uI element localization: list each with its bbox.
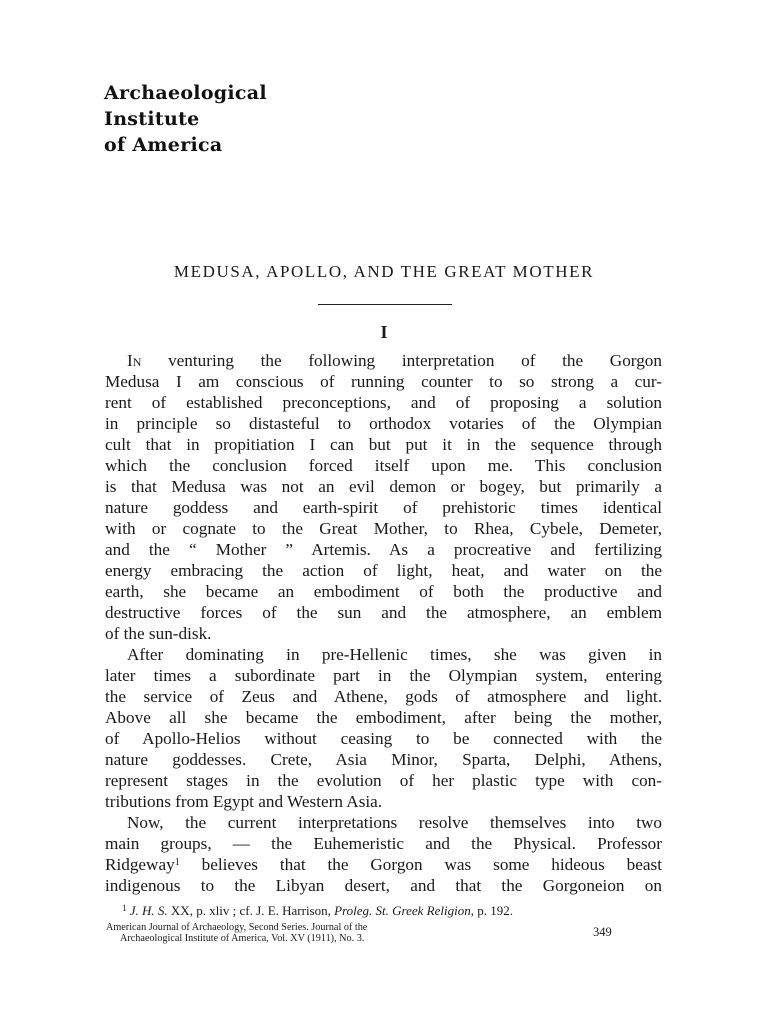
body-line: later times a subordinate part in the Olympian system, entering [105, 666, 662, 685]
body-line: Ridgeway$^1$ believes that the Gorgon was some hideous beast [105, 855, 662, 874]
page-number: 349 [593, 925, 612, 939]
institute-line-1: Archaeological [104, 82, 267, 104]
body-line: in principle so distasteful to orthodox votaries of the Olympian [105, 414, 662, 433]
body-line: rent of established preconceptions, and of proposing a solution [105, 393, 662, 412]
title-divider [318, 304, 452, 305]
footnote-number: 1 [122, 903, 127, 913]
body-line: of the sun-disk. [105, 624, 212, 643]
body-line: destructive forces of the sun and the atmosphere, an emblem [105, 603, 662, 622]
body-line: After dominating in pre-Hellenic times, she was given in [127, 645, 662, 664]
body-line: In venturing the following interpretation of the Gorgon [127, 351, 662, 370]
journal-line-2: Archaeological Institute of America, Vol. XV (1911), No. 3. [120, 933, 365, 944]
body-line: nature goddess and earth-spirit of prehistoric times identical [105, 498, 662, 517]
journal-line-1: American Journal of Archaeology, Second Series. Journal of the [106, 922, 368, 933]
journal-citation [106, 922, 367, 944]
body-line: Above all she became the embodiment, after being the mother, [105, 708, 662, 727]
body-line: earth, she became an embodiment of both the productive and [105, 582, 662, 601]
section-number: I [380, 322, 388, 342]
body-line: Medusa I am conscious of running counter to so strong a cur- [105, 372, 662, 391]
lead-word: In [127, 351, 142, 370]
body-line: indigenous to the Libyan desert, and that the Gorgoneion on [105, 876, 662, 895]
institute-line-2: Institute [104, 108, 200, 130]
body-line: tributions from Egypt and Western Asia. [105, 792, 383, 811]
body-line: is that Medusa was not an evil demon or bogey, but primarily a [105, 477, 662, 496]
article-title: MEDUSA, APOLLO, AND THE GREAT MOTHER [173, 262, 595, 281]
body-line: cult that in propitiation I can but put it in the sequence through [105, 435, 662, 454]
body-line: with or cognate to the Great Mother, to Rhea, Cybele, Demeter, [105, 519, 662, 538]
institute-header [104, 80, 267, 158]
footnote-ref: 1 [174, 857, 180, 868]
body-line: which the conclusion forced itself upon me. This conclusion [105, 456, 662, 475]
body-line: represent stages in the evolution of her plastic type with con- [105, 771, 662, 790]
body-line: Now, the current interpretations resolve themselves into two [127, 813, 662, 832]
body-line: of Apollo-Helios without ceasing to be connected with the [105, 729, 662, 748]
institute-line-3: of America [104, 134, 223, 156]
body-line: nature goddesses. Crete, Asia Minor, Sparta, Delphi, Athens, [105, 750, 662, 769]
footnote: $^1$ J. H. S. XX, p. xliv ; cf. J. E. Harrison, Proleg. St. Greek Religion, p. 192. [122, 903, 513, 918]
body-line: main groups, — the Euhemeristic and the Physical. Professor [105, 834, 662, 853]
body-line: the service of Zeus and Athene, gods of atmosphere and light. [105, 687, 662, 706]
body-line: energy embracing the action of light, heat, and water on the [105, 561, 662, 580]
body-line: and the “ Mother ” Artemis. As a procreative and fertilizing [105, 540, 662, 559]
